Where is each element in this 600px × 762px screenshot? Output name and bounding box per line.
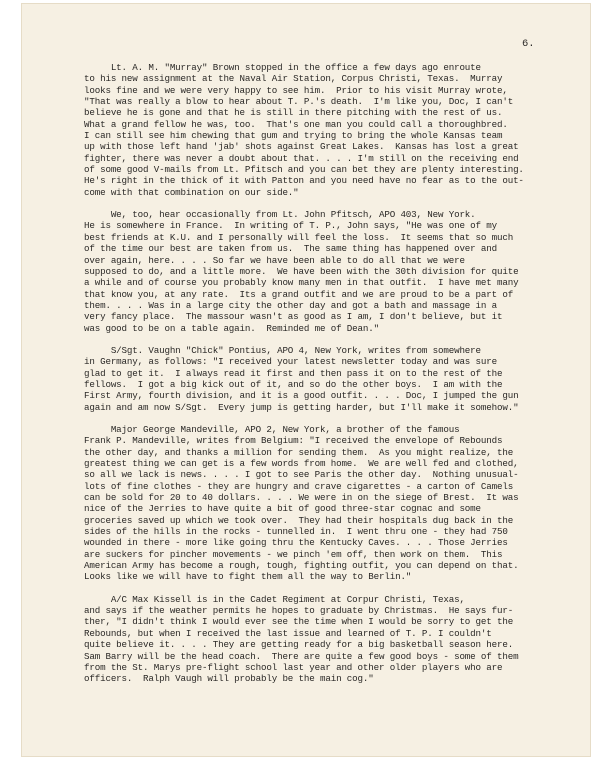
text-line: I can still see him chewing that gum and trying to bring the whole Kansas team (84, 130, 503, 142)
text-line: officers. Ralph Vaugh will probably be the main cog." (84, 673, 374, 685)
text-line: Major George Mandeville, APO 2, New York, a brother of the famous (84, 423, 460, 435)
page-number: 6. (522, 38, 535, 50)
text-line: fighter, there was never a doubt about that. . . . I'm still on the receiving end (84, 152, 519, 164)
paragraph (84, 424, 564, 583)
text-line: Frank P. Mandeville, writes from Belgium: "I received the envelope of Rebounds (84, 435, 503, 447)
text-line: glad to get it. I always read it first and then pass it on to the rest of the (84, 367, 503, 379)
text-line: nice of the Jerries to have quite a bit of good three-star cognac and some (84, 503, 481, 515)
text-line: the other day, and thanks a million for sending them. As you might realize, the (84, 446, 514, 458)
text-line: best friends at K.U. and I personally will feel the loss. It seems that so much (84, 231, 514, 243)
text-line: in Germany, as follows: "I received your latest newsletter today and was sure (84, 356, 497, 368)
text-line: greatest thing we can get is a few words from home. We are well fed and clothed, (84, 458, 519, 469)
text-line: He is somewhere in France. In writing of T. P., John says, "He was one of my (84, 220, 497, 232)
text-line: fellows. I got a big kick out of it, and so do the other boys. I am with the (84, 378, 503, 390)
text-line: come with that combination on our side." (84, 186, 299, 198)
text-line: S/Sgt. Vaughn "Chick" Pontius, APO 4, New York, writes from somewhere (84, 344, 481, 356)
text-line: and says if the weather permits he hopes to graduate by Christmas. He says fur- (84, 605, 514, 617)
text-line: Sam Barry will be the head coach. There are quite a few good boys - some of them (84, 650, 519, 662)
paragraph (84, 209, 564, 334)
text-line: over again, here. . . . So far we have been able to do all that we were (84, 254, 465, 266)
text-line: Rebounds, but when I received the last issue and learned of T. P. I couldn't (84, 627, 492, 639)
text-line: sides of the hills in the rocks - tunnelled in. I went thru one - they had 750 (84, 526, 508, 538)
text-line: again and am now S/Sgt. Every jump is getting harder, but I'll make it somehow." (84, 401, 519, 413)
text-line: a while and of course you probably know many men in that outfit. I have met many (84, 277, 519, 289)
text-line: up with those left hand 'jab' shots against Great Lakes. Kansas has lost a great (84, 141, 519, 153)
text-line: Lt. A. M. "Murray" Brown stopped in the office a few days ago enroute (84, 62, 481, 73)
text-line: lots of fine clothes - they are hungry and crave cigarettes - a carton of Camels (84, 480, 514, 492)
letter-body (84, 62, 564, 696)
text-line: from the St. Marys pre-flight school last year and other older players who are (84, 661, 503, 673)
text-line: so all we lack is news. . . . I got to see Paris the other day. Nothing unusual- (84, 469, 519, 481)
text-line: Looks like we will have to fight them all the way to Berlin." (84, 571, 412, 583)
text-line: A/C Max Kissell is in the Cadet Regiment at Corpur Christi, Texas, (84, 593, 465, 605)
text-line: First Army, fourth division, and it is a good outfit. . . . Doc, I jumped the gun (84, 390, 519, 402)
text-line: supposed to do, and a little more. We have been with the 30th division for quite (84, 265, 519, 277)
paragraph (84, 62, 564, 198)
text-line: them. . . . Was in a large city the other day and got a bath and massage in a (84, 299, 497, 311)
paragraph (84, 345, 564, 413)
text-line: of some good V-mails from Lt. Pfitsch and you can bet they are plenty interesting. (84, 164, 524, 176)
paragraph (84, 594, 564, 685)
text-line: very fancy place. The massour wasn't as good as I am, I don't believe, but it (84, 311, 503, 323)
text-line: groceries saved up which we took over. They had their hospitals dug back in the (84, 514, 514, 526)
text-line: of the time our best are taken from us. The same thing has happened over and (84, 243, 497, 255)
text-line: wounded in there - more like going thru the Kentucky Caves. . . . Those Jerries (84, 537, 508, 549)
text-line: that know you, at any rate. Its a grand outfit and we are proud to be a part of (84, 288, 514, 300)
text-line: looks fine and we were very happy to see him. Prior to his visit Murray wrote, (84, 84, 508, 96)
text-line: We, too, hear occasionally from Lt. John Pfitsch, APO 403, New York. (84, 209, 476, 221)
text-line: What a grand fellow he was, too. That's one man you could call a thoroughbred. (84, 118, 508, 130)
text-line: "That was really a blow to hear about T. P.'s death. I'm like you, Doc, I can't (84, 96, 514, 108)
text-line: quite believe it. . . . They are getting ready for a big basketball season here. (84, 639, 514, 651)
text-line: believe he is gone and that he is still in there pitching with the rest of us. (84, 107, 503, 119)
text-line: was good to be on a table again. Reminded me of Dean." (84, 322, 379, 334)
text-line: are suckers for pincher movements - we pinch 'em off, then work on them. This (84, 548, 503, 560)
text-line: can be sold for 20 to 40 dollars. . . . We were in on the siege of Brest. It was (84, 492, 519, 504)
text-line: American Army has become a rough, tough, fighting outfit, you can depend on that. (84, 560, 519, 572)
typewritten-page (22, 4, 590, 756)
text-line: to his new assignment at the Naval Air Station, Corpus Christi, Texas. Murray (84, 73, 503, 85)
text-line: He's right in the thick of it with Patton and you need have no fear as to the out- (84, 175, 524, 187)
text-line: ther, "I didn't think I would ever see the time when I would be sorry to get the (84, 616, 514, 628)
